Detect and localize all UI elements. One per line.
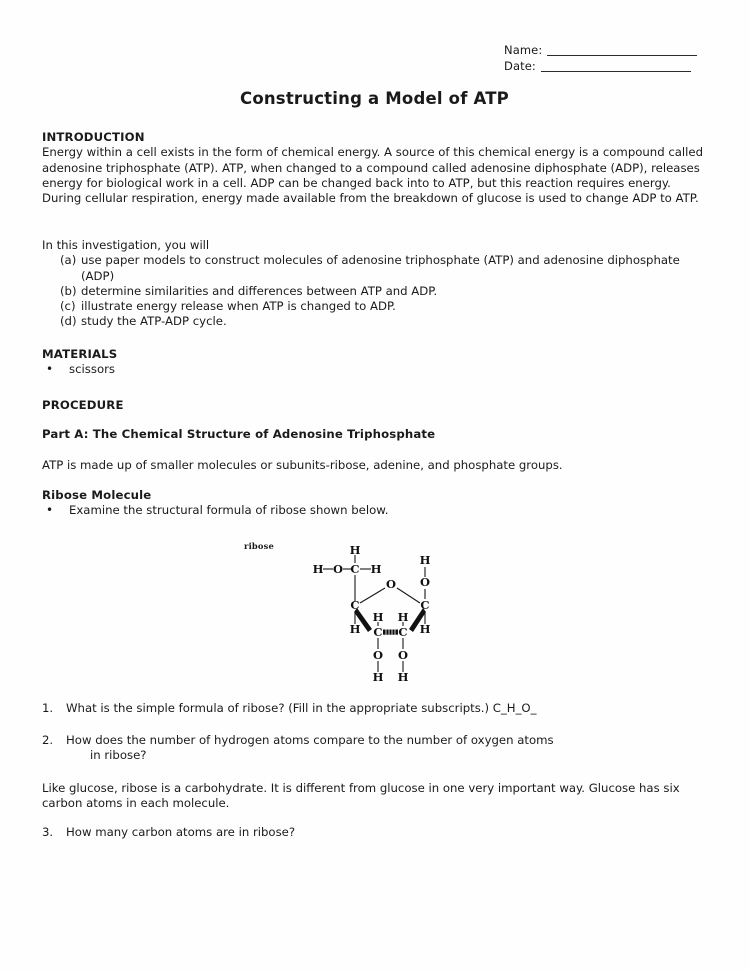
date-write-in-line[interactable] [541,70,691,72]
item-marker: (d) [60,314,77,329]
atom-left-c: C [350,598,360,612]
ribose-diagram-label: ribose [244,541,275,551]
ribose-instruction-list [42,503,707,518]
procedure-section [42,398,707,413]
procedure-heading: PROCEDURE [42,398,124,412]
atom-inner-h-right: H [397,610,409,624]
atom-chain-h-left: H [312,562,324,576]
question-number: 3. [42,825,54,839]
atom-chain-h-right: H [370,562,382,576]
list-item [42,253,707,284]
atom-right-h: H [419,622,431,636]
atom-right-top-h: H [419,553,431,567]
item-marker: (c) [60,299,76,314]
atom-ring-o: O [385,577,397,591]
question-1 [42,701,707,716]
question-row [42,825,707,840]
ribose-structure-svg [230,533,470,688]
name-field-row [504,42,697,58]
question-text: How many carbon atoms are in ribose? [66,825,296,839]
investigation-section [42,238,707,330]
item-marker: (b) [60,283,77,298]
part-a-section [42,427,707,442]
ribose-molecule-section [42,488,707,519]
atom-bottom-c-left: C [373,625,383,639]
atom-bottom-o-right: O [397,648,409,662]
item-text: study the ATP-ADP cycle. [81,314,227,329]
bullet-icon: • [46,361,54,376]
atom-bottom-o-left: O [372,648,384,662]
name-write-in-line[interactable] [547,54,697,56]
date-label: Date: [504,59,536,73]
part-a-body [42,458,707,473]
investigation-lead-in: In this investigation, you will [42,238,210,252]
part-a-heading: Part A: The Chemical Structure of Adenosine Triphosphate [42,427,436,441]
atom-bottom-h-right: H [397,670,409,684]
question-number: 2. [42,733,54,747]
question-number: 1. [42,701,54,715]
item-text: scissors [69,362,115,377]
part-a-text: ATP is made up of smaller molecules or subunits-ribose, adenine, and phosphate groups. [42,458,563,472]
wedge-bonds [354,608,426,632]
date-field-row [504,58,697,74]
atom-left-h: H [349,622,361,636]
glucose-note-section [42,781,707,812]
materials-section [42,347,707,378]
page-title: Constructing a Model of ATP [240,89,509,108]
introduction-section [42,130,707,206]
atom-right-c: C [420,598,430,612]
ribose-structure-diagram [230,533,470,688]
question-3 [42,825,707,840]
introduction-heading: INTRODUCTION [42,130,145,144]
list-item [42,362,707,377]
list-item [42,503,707,518]
item-text: use paper models to construct molecules of adenosine triphosphate (ATP) and adenosine diphosphate (ADP) [81,253,680,283]
atom-bottom-h-left: H [372,670,384,684]
question-2 [42,733,707,764]
investigation-list [42,253,707,329]
atom-right-o: O [419,575,431,589]
ribose-heading: Ribose Molecule [42,488,152,502]
name-label: Name: [504,43,543,57]
glucose-note-text: Like glucose, ribose is a carbohydrate. It is different from glucose in one very important way. Glucose has six carbon atoms in each molecule. [42,781,680,811]
item-text: Examine the structural formula of ribose shown below. [69,503,389,518]
introduction-body: Energy within a cell exists in the form of chemical energy. A source of this chemical energy is a compound called adenosine triphosphate (ATP). ATP, when changed to a compound called adenosine diphosphate (ADP), releases energy for biological work in a cell. ADP can be changed back into to ATP, but this reaction requires energy. During cellular respiration, energy made available from the breakdown of glucose is used to change ADP to ATP. [42,145,704,206]
question-row [42,701,707,716]
name-date-block [504,42,697,74]
item-marker: (a) [60,253,77,268]
list-item [42,314,707,329]
materials-list [42,362,707,377]
atom-chain-c: C [350,562,360,576]
item-text: determine similarities and differences between ATP and ADP. [81,283,438,298]
materials-heading: MATERIALS [42,347,118,361]
list-item [42,284,707,299]
list-item [42,299,707,314]
atom-inner-h-left: H [372,610,384,624]
bullet-icon: • [46,502,54,517]
atom-bottom-c-right: C [398,625,408,639]
question-text-continued: in ribose? [90,748,147,763]
hashed-bond [383,630,398,635]
item-text: illustrate energy release when ATP is changed to ADP. [81,299,396,314]
question-text: How does the number of hydrogen atoms compare to the number of oxygen atoms [66,733,554,747]
question-row [42,733,707,764]
question-text: What is the simple formula of ribose? (Fill in the appropriate subscripts.) C_H_O_ [66,701,537,715]
atom-chain-o: O [332,562,344,576]
atom-top-h: H [349,543,361,557]
